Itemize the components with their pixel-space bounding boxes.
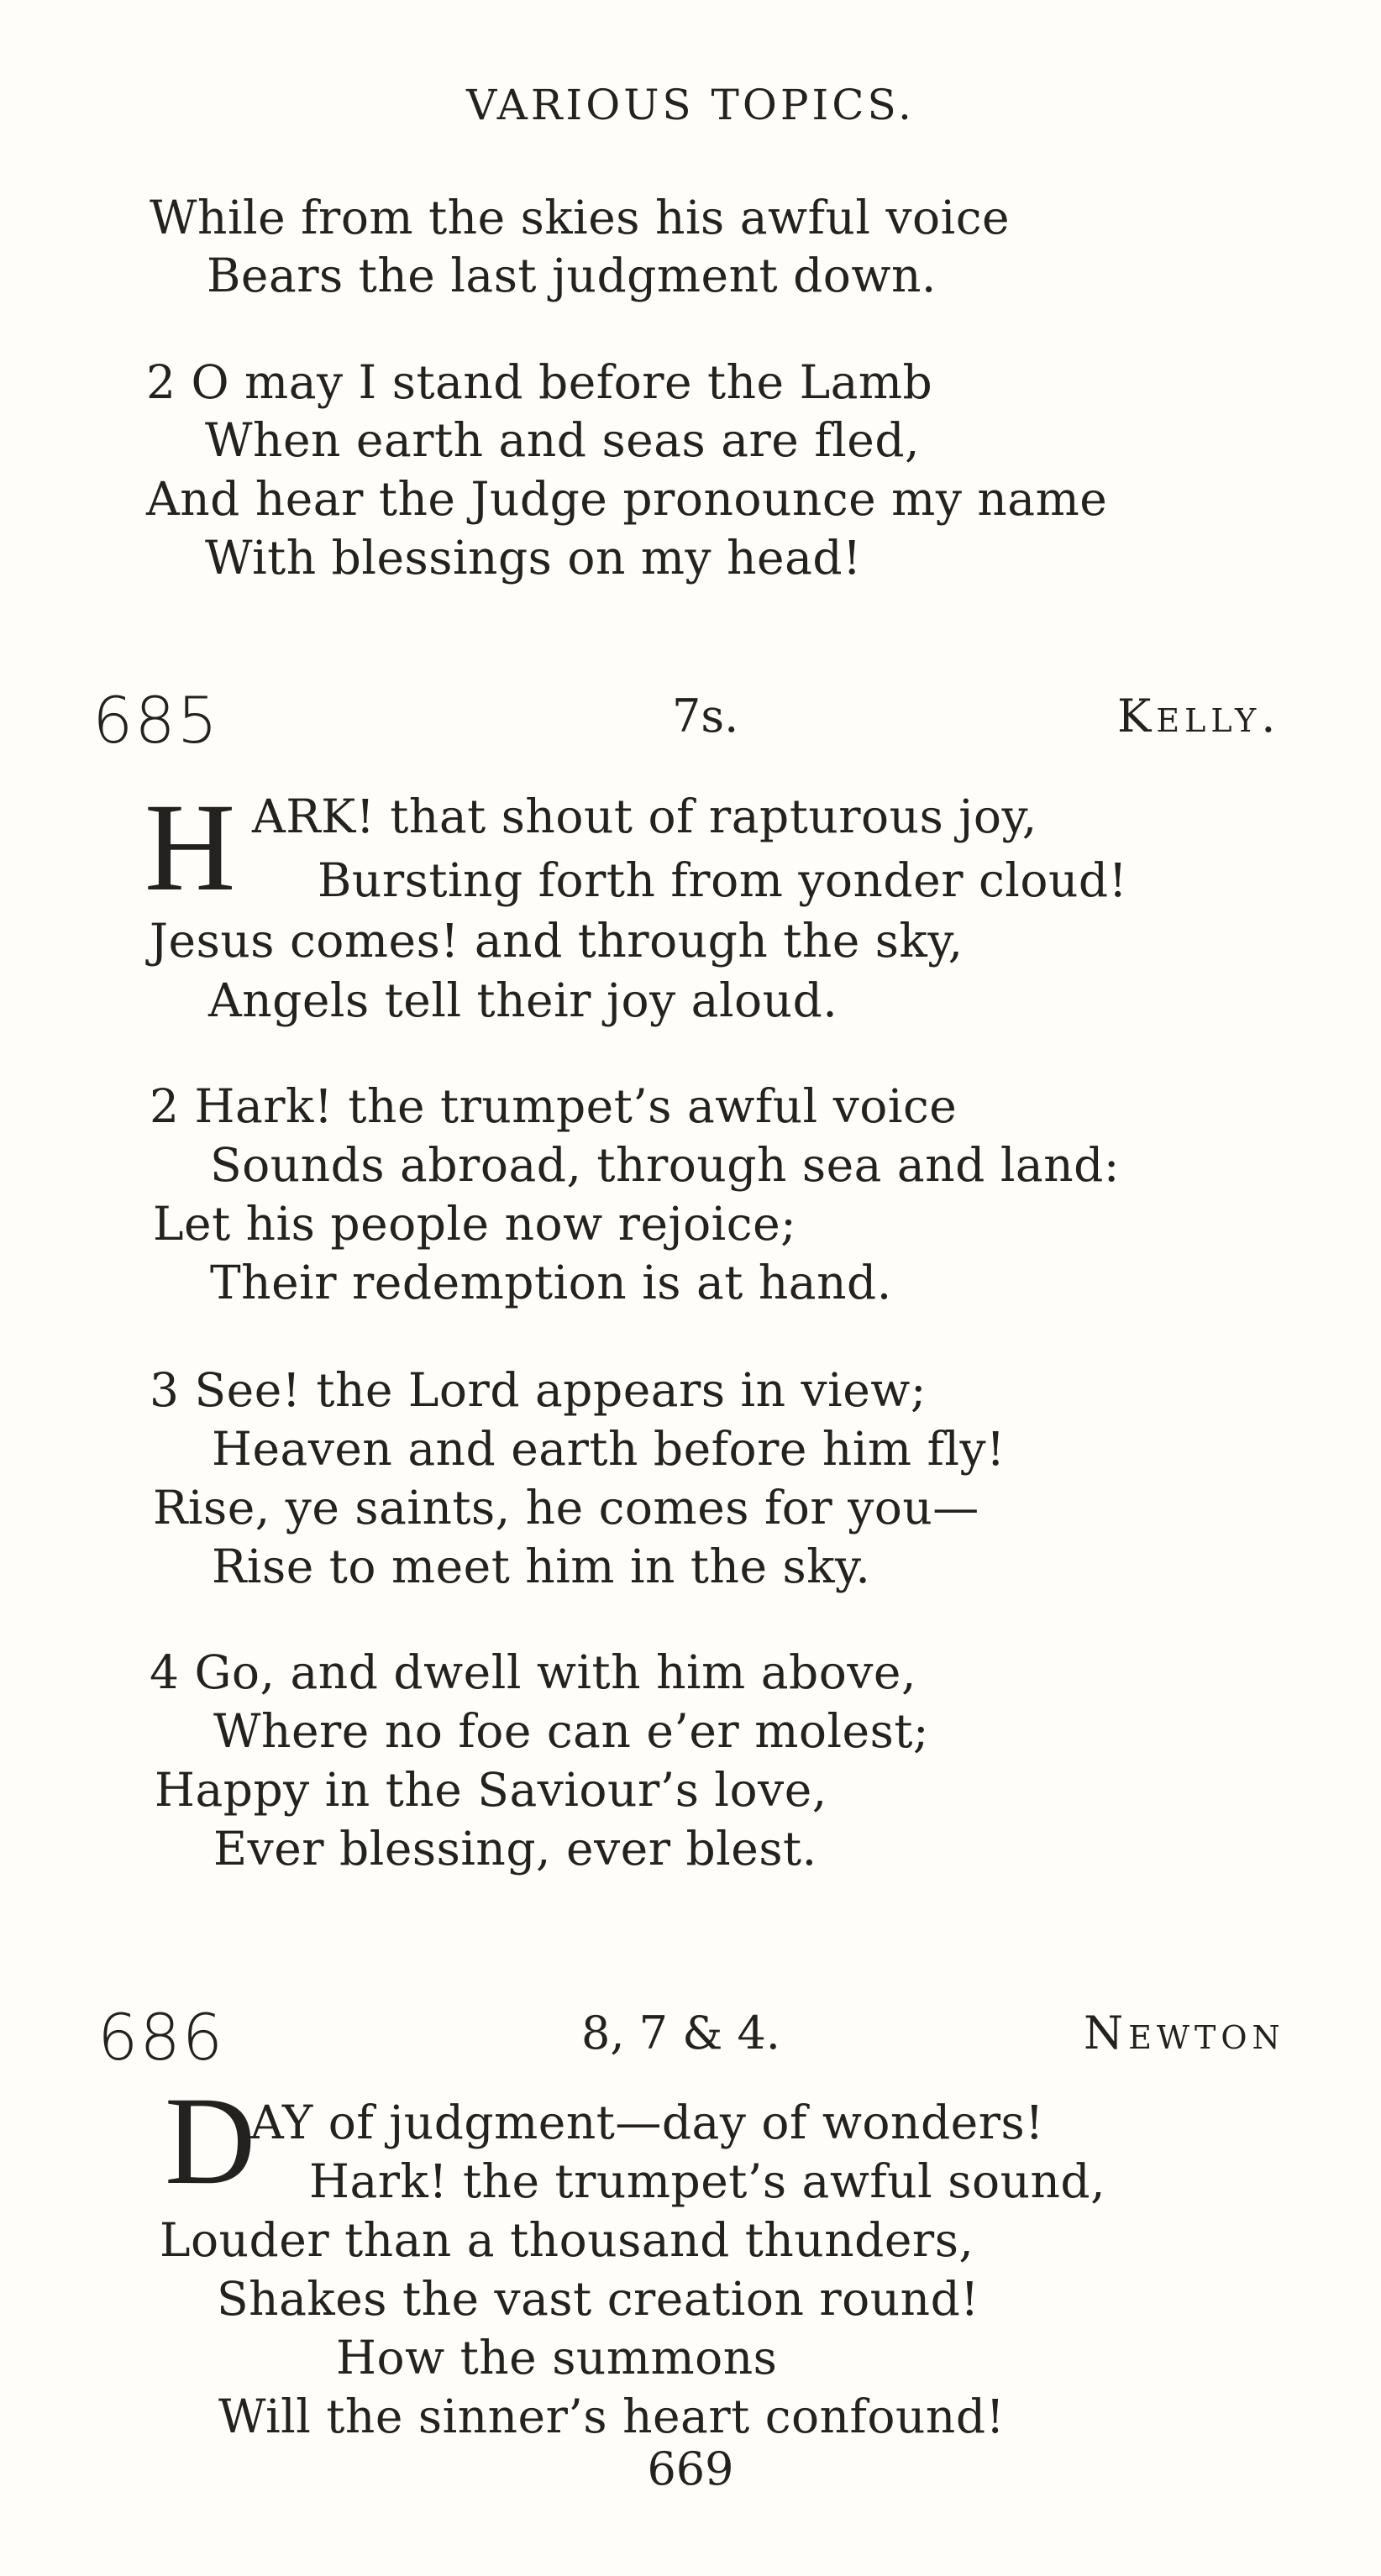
verse-line: With blessings on my head! (205, 531, 862, 585)
verse-line: Heaven and earth before him fly! (212, 1422, 1006, 1476)
verse-line: 3 See! the Lord appears in view; (150, 1363, 927, 1417)
verse-line: Jesus comes! and through the sky, (150, 914, 964, 968)
verse-line: Angels tell their joy aloud. (208, 973, 838, 1027)
running-head: VARIOUS TOPICS. (466, 81, 915, 129)
verse-line: Rise to meet him in the sky. (212, 1540, 871, 1593)
verse-line: Rise, ye saints, he comes for you— (153, 1481, 979, 1535)
verse-line: 4 Go, and dwell with him above, (150, 1645, 916, 1699)
verse-line: Where no foe can e’er molest; (213, 1704, 929, 1758)
verse-line: Sounds abroad, through sea and land: (210, 1138, 1120, 1192)
verse-line: AY of judgment—day of wonders! (250, 2096, 1044, 2149)
verse-line: 2 O may I stand before the Lamb (146, 355, 933, 409)
verse-line: While from the skies his awful voice (150, 191, 1011, 244)
drop-cap: H (144, 778, 236, 917)
page-number: 669 (647, 2442, 734, 2495)
verse-line: When earth and seas are fled, (205, 413, 921, 467)
verse-line: Happy in the Saviour’s love, (155, 1763, 827, 1817)
verse-line: Will the sinner’s heart confound! (218, 2390, 1006, 2443)
hymn-number: 685 (92, 683, 220, 758)
verse-line: Their redemption is at hand. (210, 1256, 892, 1309)
hymn-tune: Kelly. (1117, 690, 1281, 742)
hymn-tune: Newton (1084, 2007, 1285, 2059)
verse-line: Ever blessing, ever blest. (213, 1822, 817, 1876)
drop-cap: D (165, 2071, 256, 2211)
verse-line: ARK! that shout of rapturous joy, (252, 790, 1037, 843)
verse-line: Shakes the vast creation round! (217, 2272, 979, 2326)
verse-line: Let his people now rejoice; (153, 1197, 797, 1251)
hymn-number: 686 (97, 2000, 225, 2075)
verse-line: And hear the Judge pronounce my name (146, 472, 1108, 526)
hymn-meter: 8, 7 & 4. (581, 2007, 780, 2059)
verse-line: How the summons (336, 2331, 778, 2385)
verse-line: Louder than a thousand thunders, (160, 2213, 974, 2267)
verse-line: 2 Hark! the trumpet’s awful voice (150, 1079, 958, 1133)
hymn-meter: 7s. (672, 690, 739, 742)
verse-line: Bears the last judgment down. (207, 249, 937, 302)
verse-line: Bursting forth from yonder cloud! (318, 853, 1128, 907)
verse-line: Hark! the trumpet’s awful sound, (309, 2154, 1106, 2208)
